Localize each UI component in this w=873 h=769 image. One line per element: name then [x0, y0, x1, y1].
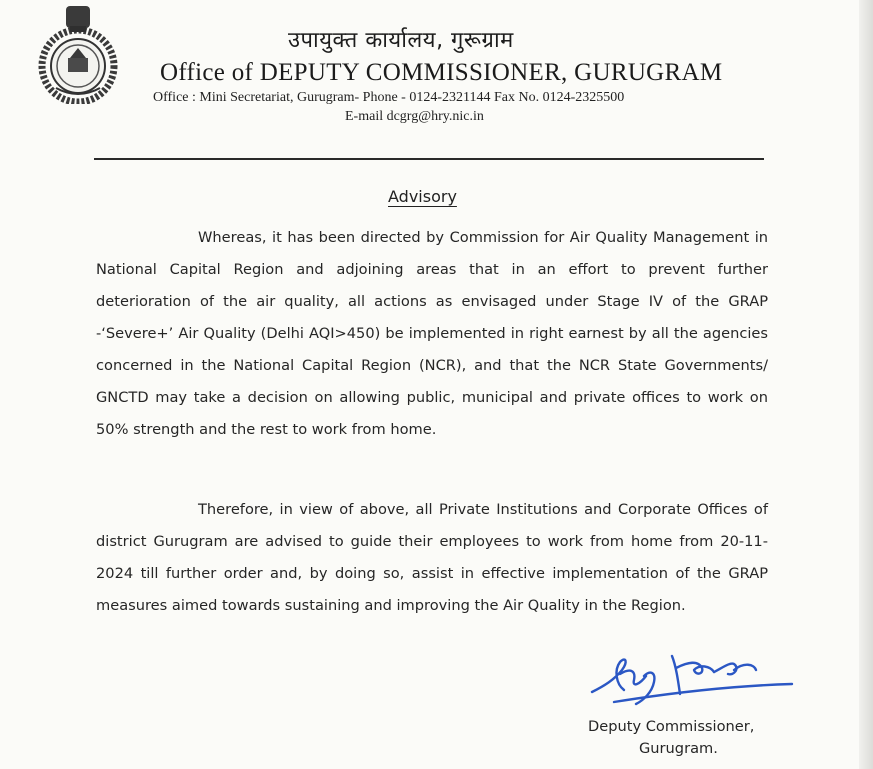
header-divider [94, 158, 764, 160]
page-edge-shadow [859, 0, 873, 769]
haryana-emblem-icon [26, 4, 130, 104]
body-paragraph-2: Therefore, in view of above, all Private Institutions and Corporate Offices of district Gurugram are advised to guide their employees to work from home from 20-11-2024 till further order and, by doing so, assist in effective implementation of the GRAP measures aimed towards sustaining and improving the Air Quality in the Region. [96, 501, 768, 614]
signatory-place: Gurugram. [639, 740, 718, 757]
office-email-line: E-mail dcgrg@hry.nic.in [345, 109, 484, 124]
handwritten-signature-icon [584, 640, 799, 712]
document-heading: Advisory [388, 187, 457, 206]
body-paragraph-1: Whereas, it has been directed by Commission for Air Quality Management in National Capital Region and adjoining areas that in an effort to prevent further deterioration of the air quality, all actions as envisaged under Stage IV of the GRAP -‘Severe+’ Air Quality (Delhi AQI>450) be implemented in right earnest by all the agencies concerned in the National Capital Region (NCR), and that the NCR State Governments/ GNCTD may take a decision on allowing public, municipal and private offices to work on 50% strength and the rest to work from home. [96, 229, 768, 438]
office-address-line: Office : Mini Secretariat, Gurugram- Phone - 0124-2321144 Fax No. 0124-2325500 [153, 90, 625, 105]
office-title-english: Office of DEPUTY COMMISSIONER, GURUGRAM [160, 59, 723, 86]
signatory-designation: Deputy Commissioner, [588, 718, 755, 735]
office-title-hindi: उपायुक्त कार्यालय, गुरूग्राम [288, 28, 514, 53]
